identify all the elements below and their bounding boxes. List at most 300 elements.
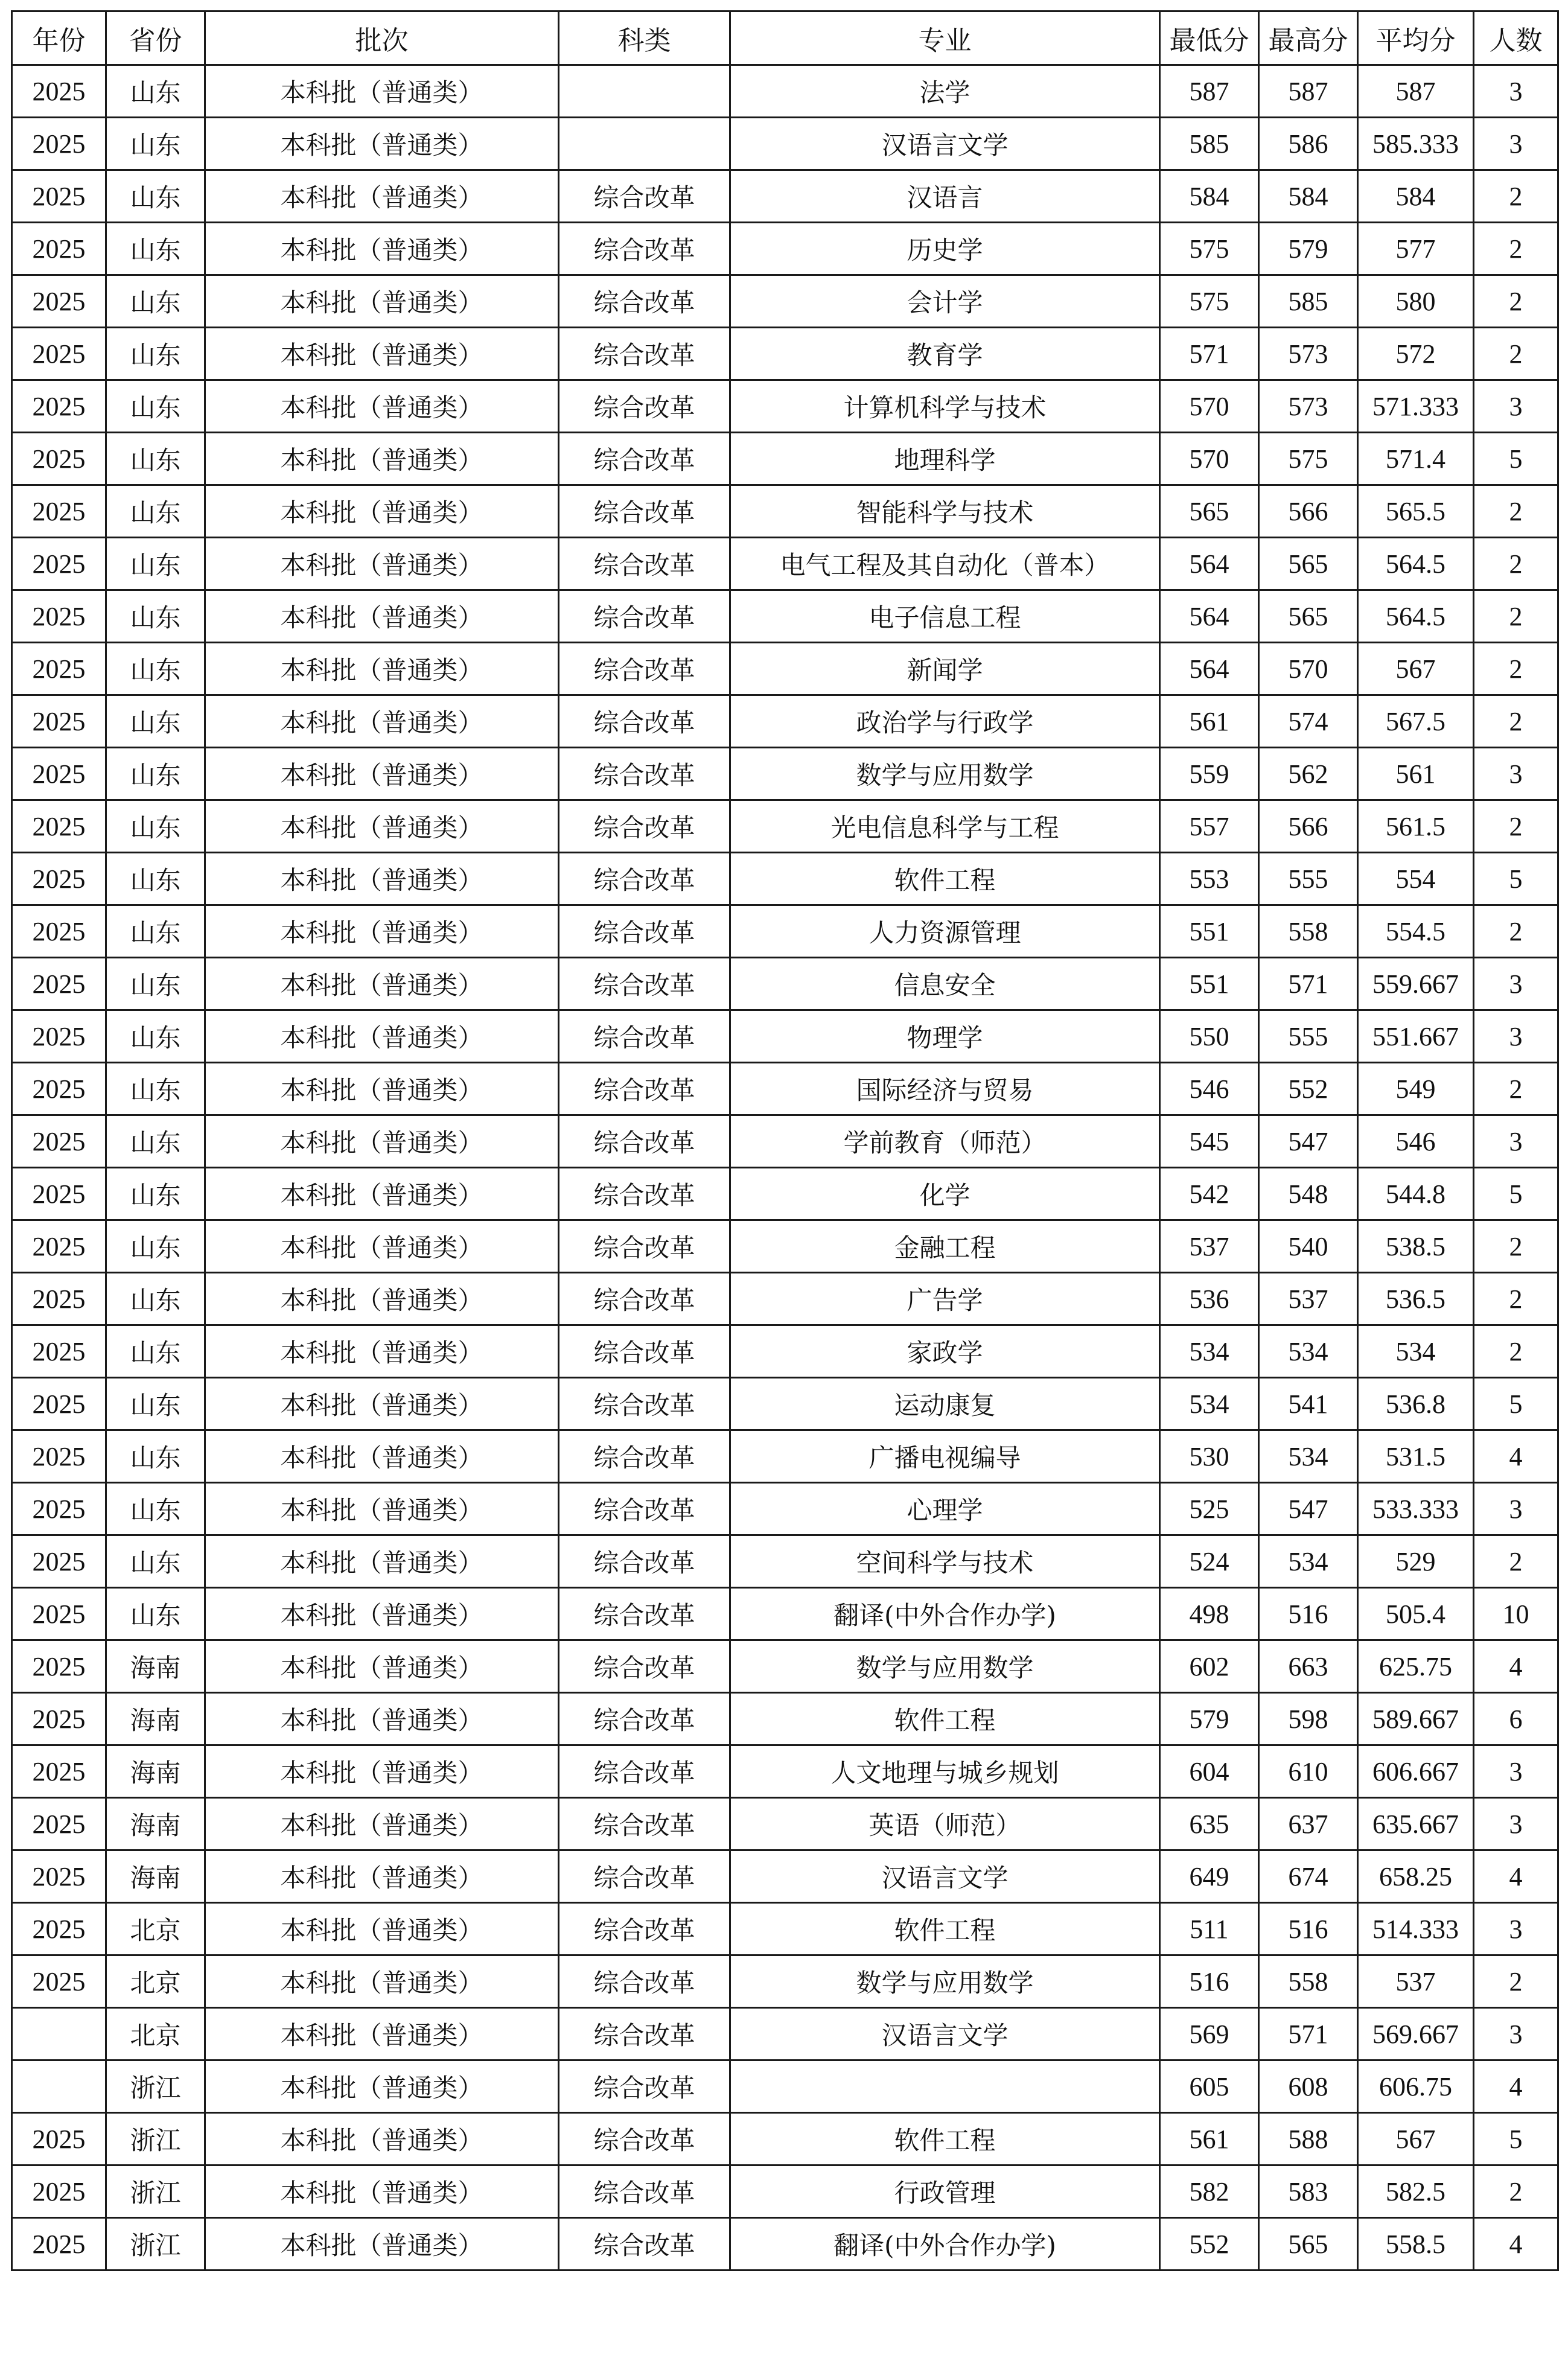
cell-category: 综合改革	[559, 1273, 730, 1325]
cell-avg-score: 534	[1358, 1325, 1474, 1378]
cell-major	[730, 2060, 1160, 2113]
cell-year: 2025	[12, 748, 106, 800]
cell-major: 软件工程	[730, 853, 1160, 905]
table-body	[12, 65, 1558, 2271]
cell-count: 5	[1474, 853, 1558, 905]
cell-count: 2	[1474, 590, 1558, 643]
cell-count: 2	[1474, 275, 1558, 328]
cell-max-score: 573	[1259, 328, 1358, 380]
table-row	[12, 65, 1558, 118]
cell-max-score: 516	[1259, 1588, 1358, 1640]
cell-category: 综合改革	[559, 1115, 730, 1168]
cell-count: 3	[1474, 2008, 1558, 2060]
cell-category: 综合改革	[559, 1745, 730, 1798]
cell-major: 软件工程	[730, 1693, 1160, 1745]
cell-max-score: 585	[1259, 275, 1358, 328]
cell-max-score: 558	[1259, 905, 1358, 958]
cell-avg-score: 569.667	[1358, 2008, 1474, 2060]
cell-category: 综合改革	[559, 800, 730, 853]
table-row	[12, 1168, 1558, 1220]
header-max-score: 最高分	[1259, 11, 1358, 65]
cell-max-score: 547	[1259, 1483, 1358, 1535]
cell-max-score: 574	[1259, 695, 1358, 748]
cell-min-score: 570	[1160, 380, 1259, 433]
cell-count: 2	[1474, 328, 1558, 380]
cell-major: 汉语言	[730, 170, 1160, 223]
cell-category: 综合改革	[559, 643, 730, 695]
cell-avg-score: 567	[1358, 643, 1474, 695]
cell-major: 光电信息科学与工程	[730, 800, 1160, 853]
table-row	[12, 1535, 1558, 1588]
cell-year: 2025	[12, 1325, 106, 1378]
cell-year: 2025	[12, 538, 106, 590]
cell-batch: 本科批（普通类）	[205, 2113, 559, 2165]
header-avg-score: 平均分	[1358, 11, 1474, 65]
cell-province: 山东	[106, 328, 205, 380]
cell-province: 浙江	[106, 2165, 205, 2218]
cell-year: 2025	[12, 433, 106, 485]
cell-major: 化学	[730, 1168, 1160, 1220]
cell-count: 2	[1474, 695, 1558, 748]
cell-avg-score: 538.5	[1358, 1220, 1474, 1273]
cell-major: 电气工程及其自动化（普本）	[730, 538, 1160, 590]
cell-category: 综合改革	[559, 1955, 730, 2008]
cell-avg-score: 625.75	[1358, 1640, 1474, 1693]
header-major: 专业	[730, 11, 1160, 65]
cell-max-score: 663	[1259, 1640, 1358, 1693]
cell-major: 汉语言文学	[730, 118, 1160, 170]
cell-batch: 本科批（普通类）	[205, 1588, 559, 1640]
cell-count: 6	[1474, 1693, 1558, 1745]
cell-avg-score: 544.8	[1358, 1168, 1474, 1220]
cell-category: 综合改革	[559, 328, 730, 380]
cell-count: 2	[1474, 1220, 1558, 1273]
cell-min-score: 564	[1160, 643, 1259, 695]
cell-batch: 本科批（普通类）	[205, 65, 559, 118]
cell-province: 山东	[106, 433, 205, 485]
cell-min-score: 534	[1160, 1378, 1259, 1430]
table-row	[12, 1955, 1558, 2008]
cell-avg-score: 537	[1358, 1955, 1474, 2008]
table-row	[12, 328, 1558, 380]
cell-min-score: 498	[1160, 1588, 1259, 1640]
cell-province: 浙江	[106, 2113, 205, 2165]
cell-province: 山东	[106, 1220, 205, 1273]
cell-count: 3	[1474, 1903, 1558, 1955]
cell-count: 3	[1474, 65, 1558, 118]
header-province: 省份	[106, 11, 205, 65]
cell-province: 海南	[106, 1745, 205, 1798]
cell-major: 电子信息工程	[730, 590, 1160, 643]
cell-category: 综合改革	[559, 485, 730, 538]
cell-avg-score: 549	[1358, 1063, 1474, 1115]
cell-count: 3	[1474, 1483, 1558, 1535]
cell-min-score: 564	[1160, 538, 1259, 590]
cell-max-score: 565	[1259, 2218, 1358, 2271]
cell-year: 2025	[12, 1273, 106, 1325]
table-row	[12, 2060, 1558, 2113]
cell-avg-score: 564.5	[1358, 590, 1474, 643]
cell-min-score: 584	[1160, 170, 1259, 223]
cell-avg-score: 551.667	[1358, 1010, 1474, 1063]
cell-province: 山东	[106, 590, 205, 643]
cell-major: 空间科学与技术	[730, 1535, 1160, 1588]
cell-category	[559, 118, 730, 170]
cell-batch: 本科批（普通类）	[205, 1063, 559, 1115]
cell-batch: 本科批（普通类）	[205, 328, 559, 380]
cell-category: 综合改革	[559, 2218, 730, 2271]
cell-major: 智能科学与技术	[730, 485, 1160, 538]
cell-min-score: 604	[1160, 1745, 1259, 1798]
cell-min-score: 571	[1160, 328, 1259, 380]
cell-avg-score: 536.5	[1358, 1273, 1474, 1325]
cell-major: 翻译(中外合作办学)	[730, 1588, 1160, 1640]
cell-year: 2025	[12, 1955, 106, 2008]
cell-count: 5	[1474, 433, 1558, 485]
cell-year: 2025	[12, 65, 106, 118]
table-row	[12, 2008, 1558, 2060]
cell-max-score: 555	[1259, 853, 1358, 905]
cell-max-score: 586	[1259, 118, 1358, 170]
cell-category: 综合改革	[559, 223, 730, 275]
cell-batch: 本科批（普通类）	[205, 2165, 559, 2218]
cell-category: 综合改革	[559, 695, 730, 748]
cell-province: 海南	[106, 1693, 205, 1745]
cell-province: 山东	[106, 695, 205, 748]
cell-count: 2	[1474, 1955, 1558, 2008]
cell-max-score: 566	[1259, 800, 1358, 853]
cell-major: 信息安全	[730, 958, 1160, 1010]
cell-batch: 本科批（普通类）	[205, 1378, 559, 1430]
cell-avg-score: 531.5	[1358, 1430, 1474, 1483]
cell-count: 3	[1474, 1115, 1558, 1168]
cell-category: 综合改革	[559, 2060, 730, 2113]
cell-major: 软件工程	[730, 2113, 1160, 2165]
cell-avg-score: 606.75	[1358, 2060, 1474, 2113]
cell-batch: 本科批（普通类）	[205, 800, 559, 853]
cell-min-score: 635	[1160, 1798, 1259, 1850]
cell-year: 2025	[12, 1903, 106, 1955]
table-row	[12, 643, 1558, 695]
cell-province: 山东	[106, 223, 205, 275]
cell-major: 金融工程	[730, 1220, 1160, 1273]
cell-avg-score: 561.5	[1358, 800, 1474, 853]
cell-min-score: 570	[1160, 433, 1259, 485]
cell-batch: 本科批（普通类）	[205, 1115, 559, 1168]
cell-avg-score: 559.667	[1358, 958, 1474, 1010]
cell-batch: 本科批（普通类）	[205, 1325, 559, 1378]
cell-min-score: 511	[1160, 1903, 1259, 1955]
cell-max-score: 548	[1259, 1168, 1358, 1220]
cell-min-score: 553	[1160, 853, 1259, 905]
cell-major: 广播电视编导	[730, 1430, 1160, 1483]
cell-year: 2025	[12, 1115, 106, 1168]
cell-year: 2025	[12, 1063, 106, 1115]
cell-category: 综合改革	[559, 1168, 730, 1220]
cell-batch: 本科批（普通类）	[205, 1483, 559, 1535]
cell-avg-score: 572	[1358, 328, 1474, 380]
cell-year: 2025	[12, 1640, 106, 1693]
header-count: 人数	[1474, 11, 1558, 65]
table-row	[12, 1115, 1558, 1168]
cell-province: 北京	[106, 1955, 205, 2008]
table-row	[12, 170, 1558, 223]
cell-major: 新闻学	[730, 643, 1160, 695]
header-batch: 批次	[205, 11, 559, 65]
cell-province: 山东	[106, 1115, 205, 1168]
cell-year: 2025	[12, 1430, 106, 1483]
cell-avg-score: 567.5	[1358, 695, 1474, 748]
cell-count: 2	[1474, 2165, 1558, 2218]
table-row	[12, 958, 1558, 1010]
cell-year: 2025	[12, 695, 106, 748]
cell-batch: 本科批（普通类）	[205, 485, 559, 538]
cell-major: 运动康复	[730, 1378, 1160, 1430]
cell-category: 综合改革	[559, 1903, 730, 1955]
cell-year: 2025	[12, 958, 106, 1010]
cell-batch: 本科批（普通类）	[205, 1010, 559, 1063]
cell-province: 山东	[106, 380, 205, 433]
cell-count: 4	[1474, 2060, 1558, 2113]
cell-max-score: 583	[1259, 2165, 1358, 2218]
cell-major: 教育学	[730, 328, 1160, 380]
table-row	[12, 118, 1558, 170]
cell-year: 2025	[12, 485, 106, 538]
cell-max-score: 571	[1259, 2008, 1358, 2060]
cell-batch: 本科批（普通类）	[205, 695, 559, 748]
cell-major: 数学与应用数学	[730, 1640, 1160, 1693]
cell-max-score: 565	[1259, 590, 1358, 643]
table-row	[12, 1010, 1558, 1063]
table-row	[12, 2218, 1558, 2271]
cell-province: 海南	[106, 1640, 205, 1693]
cell-province: 山东	[106, 958, 205, 1010]
cell-count: 2	[1474, 1273, 1558, 1325]
cell-min-score: 524	[1160, 1535, 1259, 1588]
table-row	[12, 433, 1558, 485]
cell-category: 综合改革	[559, 170, 730, 223]
cell-min-score: 585	[1160, 118, 1259, 170]
cell-count: 4	[1474, 1430, 1558, 1483]
cell-major: 人文地理与城乡规划	[730, 1745, 1160, 1798]
table-row	[12, 380, 1558, 433]
table-row	[12, 2113, 1558, 2165]
cell-year: 2025	[12, 118, 106, 170]
table-row	[12, 1325, 1558, 1378]
cell-year: 2025	[12, 170, 106, 223]
cell-year: 2025	[12, 1850, 106, 1903]
table-row	[12, 905, 1558, 958]
cell-min-score: 575	[1160, 275, 1259, 328]
cell-year: 2025	[12, 800, 106, 853]
cell-year: 2025	[12, 1483, 106, 1535]
admission-scores-table	[11, 10, 1559, 2271]
cell-province: 山东	[106, 800, 205, 853]
cell-count: 5	[1474, 1378, 1558, 1430]
table-row	[12, 1378, 1558, 1430]
cell-avg-score: 584	[1358, 170, 1474, 223]
cell-province: 山东	[106, 1430, 205, 1483]
cell-batch: 本科批（普通类）	[205, 958, 559, 1010]
cell-year: 2025	[12, 2113, 106, 2165]
cell-category: 综合改革	[559, 905, 730, 958]
cell-max-score: 637	[1259, 1798, 1358, 1850]
cell-count: 2	[1474, 1325, 1558, 1378]
table-row	[12, 1063, 1558, 1115]
cell-min-score: 579	[1160, 1693, 1259, 1745]
cell-avg-score: 582.5	[1358, 2165, 1474, 2218]
cell-category: 综合改革	[559, 2165, 730, 2218]
cell-major: 政治学与行政学	[730, 695, 1160, 748]
cell-category: 综合改革	[559, 958, 730, 1010]
cell-batch: 本科批（普通类）	[205, 380, 559, 433]
table-row	[12, 485, 1558, 538]
cell-category: 综合改革	[559, 1430, 730, 1483]
cell-avg-score: 567	[1358, 2113, 1474, 2165]
cell-min-score: 605	[1160, 2060, 1259, 2113]
cell-major: 汉语言文学	[730, 1850, 1160, 1903]
admission-scores-table-wrap	[11, 10, 1559, 2271]
cell-batch: 本科批（普通类）	[205, 1903, 559, 1955]
cell-max-score: 571	[1259, 958, 1358, 1010]
table-row	[12, 1745, 1558, 1798]
cell-year: 2025	[12, 2218, 106, 2271]
cell-max-score: 610	[1259, 1745, 1358, 1798]
cell-count: 2	[1474, 223, 1558, 275]
cell-avg-score: 580	[1358, 275, 1474, 328]
cell-batch: 本科批（普通类）	[205, 643, 559, 695]
cell-max-score: 537	[1259, 1273, 1358, 1325]
cell-count: 5	[1474, 2113, 1558, 2165]
table-row	[12, 1483, 1558, 1535]
cell-min-score: 561	[1160, 2113, 1259, 2165]
cell-batch: 本科批（普通类）	[205, 223, 559, 275]
cell-major: 物理学	[730, 1010, 1160, 1063]
cell-province: 浙江	[106, 2218, 205, 2271]
cell-count: 3	[1474, 1010, 1558, 1063]
cell-category	[559, 65, 730, 118]
cell-min-score: 525	[1160, 1483, 1259, 1535]
cell-category: 综合改革	[559, 1220, 730, 1273]
cell-min-score: 587	[1160, 65, 1259, 118]
cell-province: 海南	[106, 1798, 205, 1850]
cell-province: 山东	[106, 1378, 205, 1430]
cell-year: 2025	[12, 1588, 106, 1640]
cell-major: 汉语言文学	[730, 2008, 1160, 2060]
cell-batch: 本科批（普通类）	[205, 538, 559, 590]
header-min-score: 最低分	[1160, 11, 1259, 65]
cell-max-score: 587	[1259, 65, 1358, 118]
cell-min-score: 537	[1160, 1220, 1259, 1273]
cell-category: 综合改革	[559, 1850, 730, 1903]
cell-province: 山东	[106, 118, 205, 170]
cell-year: 2025	[12, 1168, 106, 1220]
cell-major: 软件工程	[730, 1903, 1160, 1955]
cell-category: 综合改革	[559, 748, 730, 800]
cell-max-score: 575	[1259, 433, 1358, 485]
cell-min-score: 557	[1160, 800, 1259, 853]
header-category: 科类	[559, 11, 730, 65]
cell-batch: 本科批（普通类）	[205, 1955, 559, 2008]
cell-year: 2025	[12, 1798, 106, 1850]
cell-batch: 本科批（普通类）	[205, 1798, 559, 1850]
cell-category: 综合改革	[559, 538, 730, 590]
cell-min-score: 602	[1160, 1640, 1259, 1693]
cell-category: 综合改革	[559, 1693, 730, 1745]
cell-category: 综合改革	[559, 1535, 730, 1588]
table-row	[12, 1273, 1558, 1325]
cell-min-score: 569	[1160, 2008, 1259, 2060]
cell-major: 学前教育（师范）	[730, 1115, 1160, 1168]
cell-batch: 本科批（普通类）	[205, 1273, 559, 1325]
cell-min-score: 545	[1160, 1115, 1259, 1168]
cell-year: 2025	[12, 275, 106, 328]
cell-major: 英语（师范）	[730, 1798, 1160, 1850]
cell-max-score: 584	[1259, 170, 1358, 223]
cell-batch: 本科批（普通类）	[205, 275, 559, 328]
table-row	[12, 1430, 1558, 1483]
cell-category: 综合改革	[559, 2113, 730, 2165]
cell-count: 4	[1474, 2218, 1558, 2271]
cell-batch: 本科批（普通类）	[205, 118, 559, 170]
cell-year: 2025	[12, 328, 106, 380]
cell-avg-score: 658.25	[1358, 1850, 1474, 1903]
cell-max-score: 566	[1259, 485, 1358, 538]
cell-batch: 本科批（普通类）	[205, 2218, 559, 2271]
cell-count: 2	[1474, 538, 1558, 590]
cell-count: 3	[1474, 1798, 1558, 1850]
cell-batch: 本科批（普通类）	[205, 590, 559, 643]
cell-min-score: 551	[1160, 958, 1259, 1010]
cell-category: 综合改革	[559, 1798, 730, 1850]
cell-province: 山东	[106, 538, 205, 590]
cell-province: 山东	[106, 1588, 205, 1640]
cell-batch: 本科批（普通类）	[205, 1535, 559, 1588]
cell-avg-score: 554	[1358, 853, 1474, 905]
cell-province: 山东	[106, 1010, 205, 1063]
cell-avg-score: 536.8	[1358, 1378, 1474, 1430]
cell-avg-score: 505.4	[1358, 1588, 1474, 1640]
table-row	[12, 748, 1558, 800]
cell-max-score: 534	[1259, 1535, 1358, 1588]
cell-batch: 本科批（普通类）	[205, 1168, 559, 1220]
cell-year: 2025	[12, 1693, 106, 1745]
cell-avg-score: 571.333	[1358, 380, 1474, 433]
cell-batch: 本科批（普通类）	[205, 748, 559, 800]
cell-avg-score: 585.333	[1358, 118, 1474, 170]
cell-max-score: 588	[1259, 2113, 1358, 2165]
cell-category: 综合改革	[559, 380, 730, 433]
table-row	[12, 538, 1558, 590]
cell-max-score: 565	[1259, 538, 1358, 590]
cell-count: 4	[1474, 1640, 1558, 1693]
cell-major: 计算机科学与技术	[730, 380, 1160, 433]
cell-max-score: 555	[1259, 1010, 1358, 1063]
cell-major: 数学与应用数学	[730, 1955, 1160, 2008]
cell-min-score: 550	[1160, 1010, 1259, 1063]
cell-avg-score: 589.667	[1358, 1693, 1474, 1745]
table-row	[12, 1903, 1558, 1955]
cell-year: 2025	[12, 1010, 106, 1063]
cell-year: 2025	[12, 1220, 106, 1273]
cell-province: 山东	[106, 643, 205, 695]
cell-count: 2	[1474, 905, 1558, 958]
cell-min-score: 564	[1160, 590, 1259, 643]
cell-min-score: 516	[1160, 1955, 1259, 2008]
cell-min-score: 551	[1160, 905, 1259, 958]
cell-category: 综合改革	[559, 590, 730, 643]
cell-category: 综合改革	[559, 1588, 730, 1640]
